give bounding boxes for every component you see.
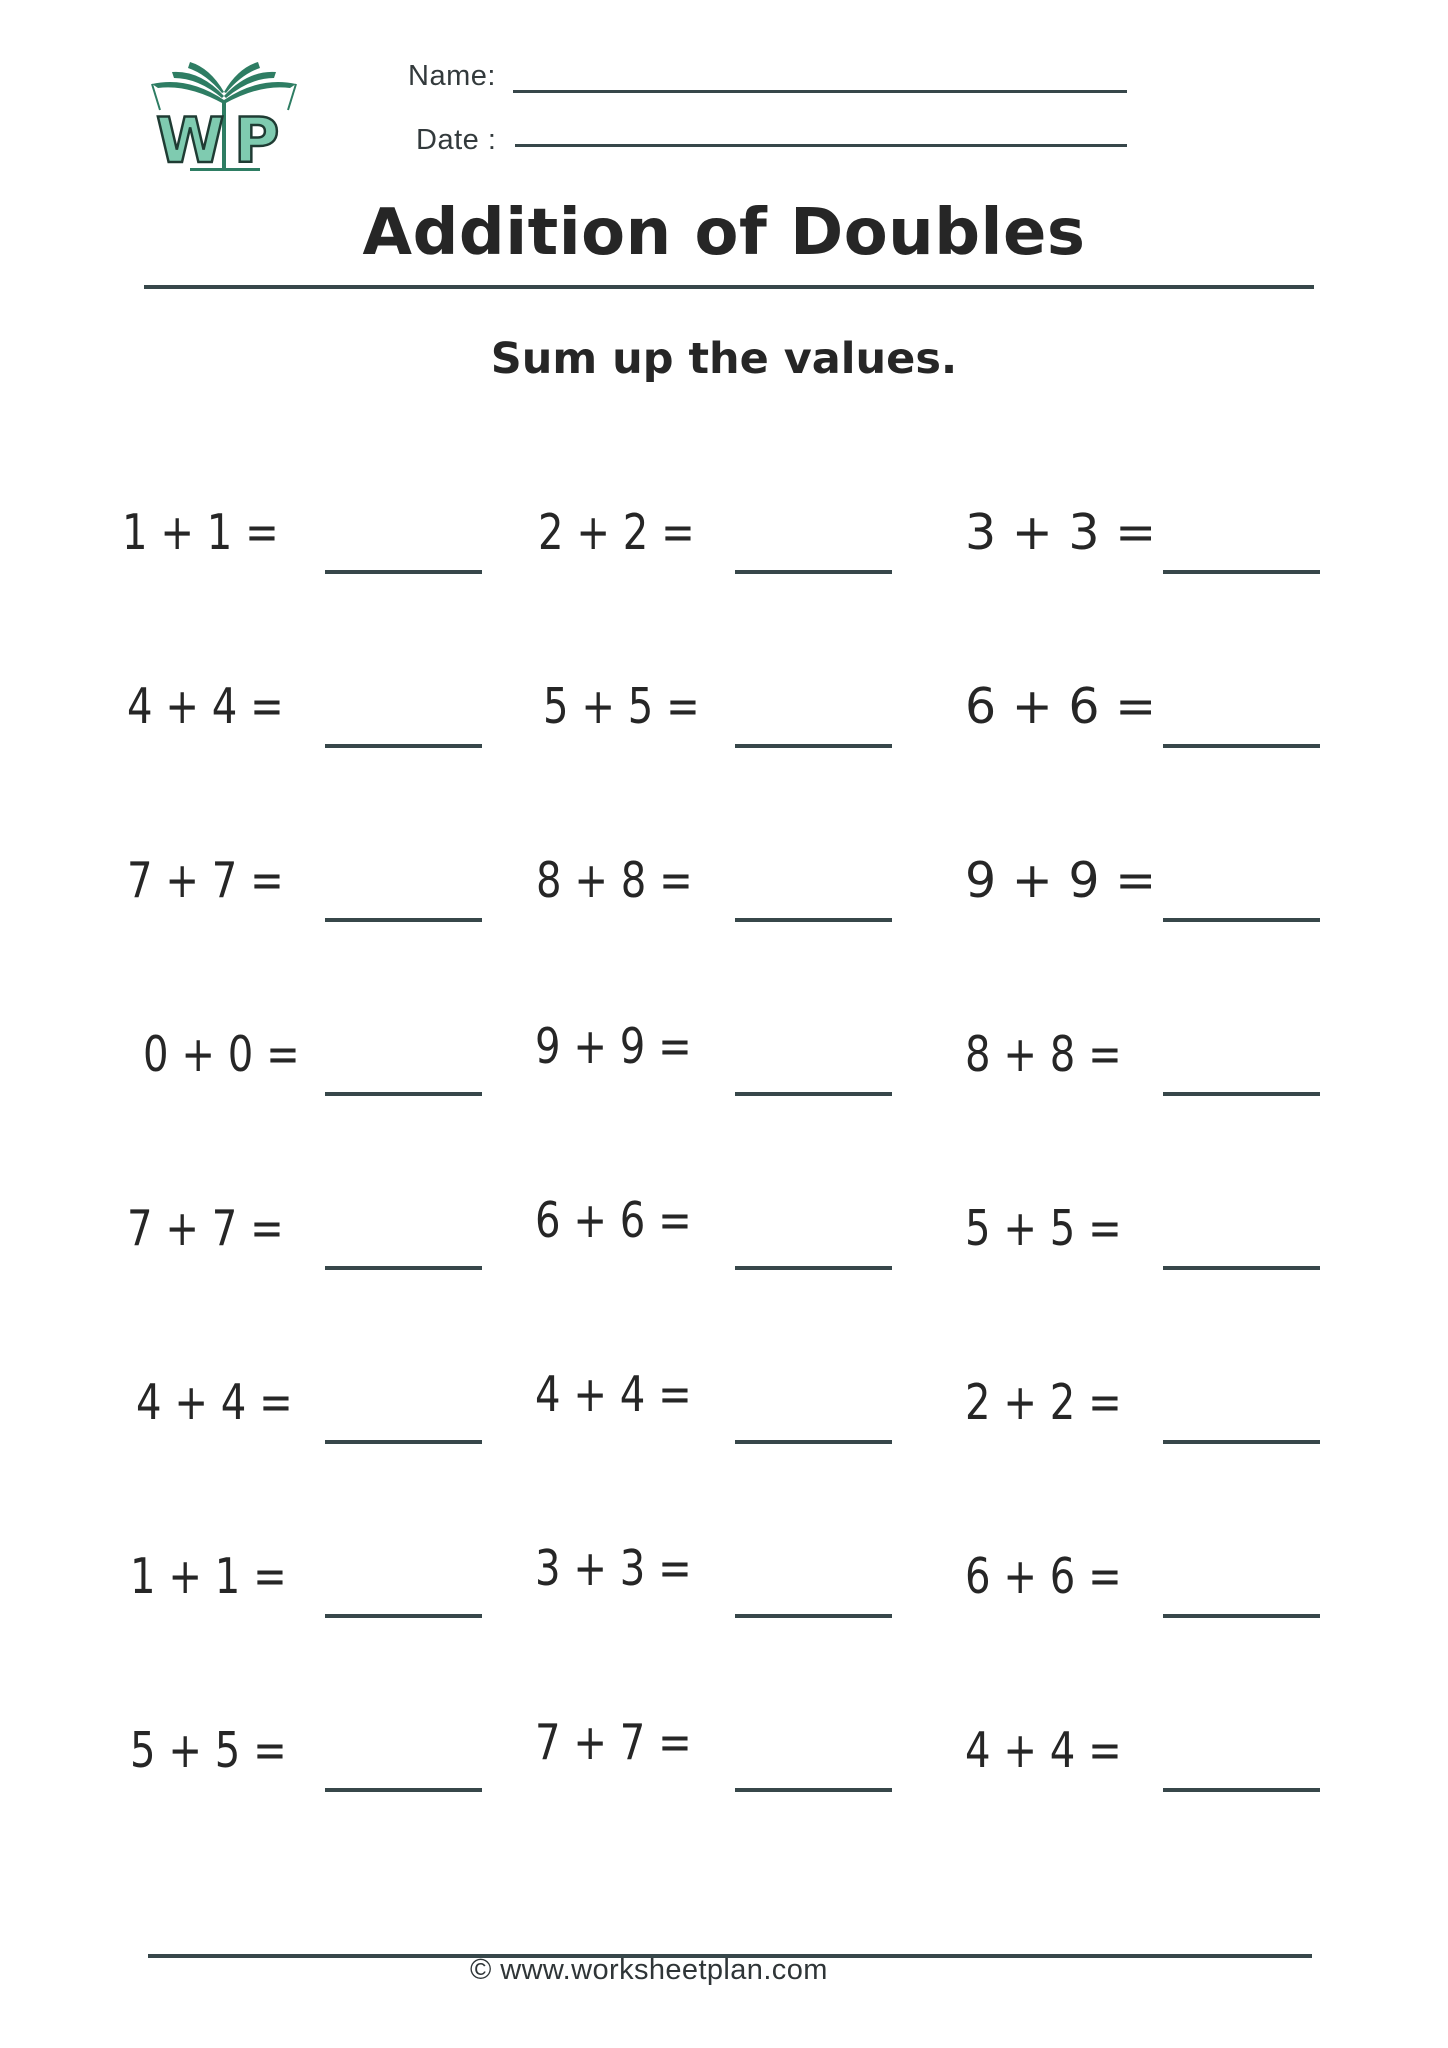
answer-blank-r8-c3[interactable] <box>1163 1788 1320 1792</box>
name-field[interactable] <box>513 90 1127 93</box>
answer-blank-r7-c1[interactable] <box>325 1614 482 1618</box>
page-title: Addition of Doubles <box>362 196 1086 270</box>
svg-text:W: W <box>156 104 225 176</box>
answer-blank-r5-c2[interactable] <box>735 1266 892 1270</box>
date-field[interactable] <box>515 144 1127 147</box>
problem-r3-c3: 9 + 9 = <box>965 852 1157 909</box>
answer-blank-r1-c2[interactable] <box>735 570 892 574</box>
copyright-icon: © <box>470 1954 492 1986</box>
problem-r1-c2: 2 + 2 = <box>538 504 695 561</box>
footer <box>470 1954 828 1987</box>
answer-blank-r4-c1[interactable] <box>325 1092 482 1096</box>
answer-blank-r6-c2[interactable] <box>735 1440 892 1444</box>
problem-r3-c2: 8 + 8 = <box>536 852 693 909</box>
problem-r3-c1: 7 + 7 = <box>127 852 284 909</box>
problem-r2-c2: 5 + 5 = <box>543 678 700 735</box>
problem-r5-c2: 6 + 6 = <box>535 1192 692 1249</box>
problem-r1-c3: 3 + 3 = <box>965 504 1157 561</box>
date-label: Date : <box>416 124 497 156</box>
answer-blank-r4-c2[interactable] <box>735 1092 892 1096</box>
problem-r5-c3: 5 + 5 = <box>965 1200 1122 1257</box>
title-divider <box>144 285 1314 289</box>
problem-r6-c1: 4 + 4 = <box>136 1374 293 1431</box>
answer-blank-r2-c2[interactable] <box>735 744 892 748</box>
instruction-text: Sum up the values. <box>490 334 958 384</box>
problem-r7-c1: 1 + 1 = <box>130 1548 287 1605</box>
problem-r4-c1: 0 + 0 = <box>143 1026 300 1083</box>
answer-blank-r8-c2[interactable] <box>735 1788 892 1792</box>
problem-r6-c2: 4 + 4 = <box>535 1366 692 1423</box>
problem-r4-c2: 9 + 9 = <box>535 1018 692 1075</box>
answer-blank-r6-c3[interactable] <box>1163 1440 1320 1444</box>
problem-r2-c1: 4 + 4 = <box>127 678 284 735</box>
problem-r4-c3: 8 + 8 = <box>965 1026 1122 1083</box>
footer-url[interactable]: www.worksheetplan.com <box>500 1954 828 1986</box>
answer-blank-r6-c1[interactable] <box>325 1440 482 1444</box>
problem-r7-c2: 3 + 3 = <box>535 1540 692 1597</box>
answer-blank-r2-c3[interactable] <box>1163 744 1320 748</box>
answer-blank-r1-c3[interactable] <box>1163 570 1320 574</box>
answer-blank-r8-c1[interactable] <box>325 1788 482 1792</box>
answer-blank-r5-c1[interactable] <box>325 1266 482 1270</box>
answer-blank-r3-c1[interactable] <box>325 918 482 922</box>
answer-blank-r7-c3[interactable] <box>1163 1614 1320 1618</box>
problem-r8-c2: 7 + 7 = <box>535 1714 692 1771</box>
problem-r5-c1: 7 + 7 = <box>127 1200 284 1257</box>
problem-r8-c3: 4 + 4 = <box>965 1722 1122 1779</box>
answer-blank-r4-c3[interactable] <box>1163 1092 1320 1096</box>
svg-text:P: P <box>234 104 280 176</box>
problem-r2-c3: 6 + 6 = <box>965 678 1157 735</box>
answer-blank-r3-c3[interactable] <box>1163 918 1320 922</box>
problem-r1-c1: 1 + 1 = <box>122 504 279 561</box>
answer-blank-r7-c2[interactable] <box>735 1614 892 1618</box>
worksheetplan-logo <box>148 58 300 176</box>
problem-r7-c3: 6 + 6 = <box>965 1548 1122 1605</box>
answer-blank-r3-c2[interactable] <box>735 918 892 922</box>
answer-blank-r5-c3[interactable] <box>1163 1266 1320 1270</box>
problem-r8-c1: 5 + 5 = <box>130 1722 287 1779</box>
answer-blank-r2-c1[interactable] <box>325 744 482 748</box>
problem-r6-c3: 2 + 2 = <box>965 1374 1122 1431</box>
open-book-logo-icon <box>148 58 300 176</box>
answer-blank-r1-c1[interactable] <box>325 570 482 574</box>
name-label: Name: <box>408 60 496 92</box>
